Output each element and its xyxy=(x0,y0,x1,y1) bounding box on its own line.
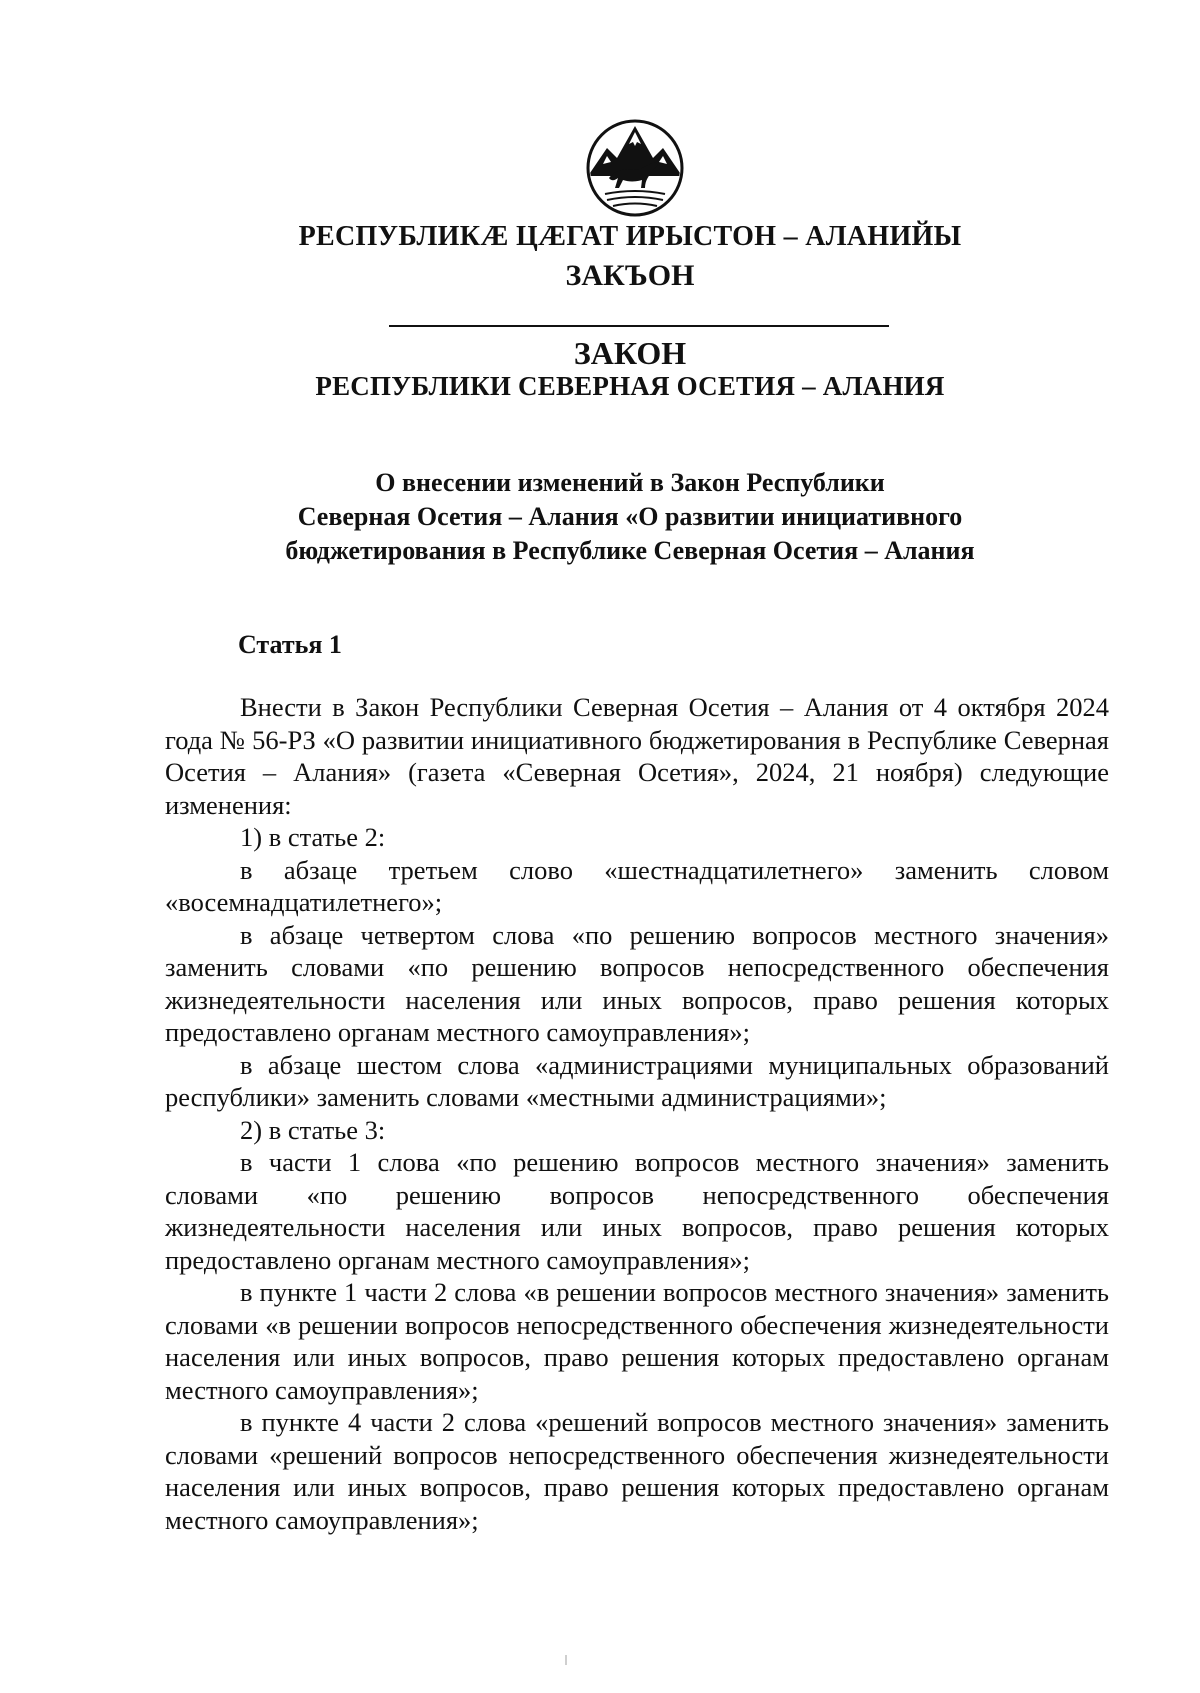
body-paragraph: в части 1 слова «по решению вопросов местного значения» заменить словами «по решению вопросов непосредственного обеспечения жизнедеятельности населения или иных вопросов, право решения которых предоставлено органам местного самоуправления»; xyxy=(165,1147,1109,1275)
ossetian-law-word: ЗАКЪОН xyxy=(565,259,695,292)
article-heading: Статья 1 xyxy=(238,630,342,659)
body-paragraph: в пункте 4 части 2 слова «решений вопросов местного значения» заменить словами «решений вопросов непосредственного обеспечения жизнедеятельности населения или иных вопросов, право решения которых предоставлено органам местного самоуправления»; xyxy=(165,1407,1109,1535)
body-paragraph: 2) в статье 3: xyxy=(240,1114,386,1145)
russian-law-word: ЗАКОН xyxy=(573,335,687,371)
law-title xyxy=(150,466,1110,568)
body-paragraph: в абзаце четвертом слова «по решению вопросов местного значения» заменить словами «по решению вопросов непосредственного обеспечения жизнедеятельности населения или иных вопросов, право решения которых предоставлено органам местного самоуправления»; xyxy=(165,919,1109,1047)
body-paragraph: Внести в Закон Республики Северная Осетия – Алания от 4 октября 2024 года № 56-РЗ «О развитии инициативного бюджетирования в Республике Северная Осетия – Алания» (газета «Северная Осетия», 2024, 21 ноября) следующие изменения: xyxy=(165,692,1109,820)
article-body xyxy=(165,691,1109,1536)
scan-mark xyxy=(565,1655,567,1665)
body-paragraph: 1) в статье 2: xyxy=(240,822,386,852)
body-paragraph: в пункте 1 части 2 слова «в решении вопросов местного значения» заменить словами «в решении вопросов непосредственного обеспечения жизнедеятельности населения или иных вопросов, право решения которых предоставлено органам местного самоуправления»; xyxy=(165,1277,1109,1405)
russian-republic-name: РЕСПУБЛИКИ СЕВЕРНАЯ ОСЕТИЯ – АЛАНИЯ xyxy=(315,371,945,401)
law-title-line: Северная Осетия – Алания «О развитии инициативного xyxy=(297,502,963,531)
body-paragraph: в абзаце третьем слово «шестнадцатилетнего» заменить словом «восемнадцатилетнего»; xyxy=(165,854,1109,917)
ossetian-republic-name: РЕСПУБЛИКӔ ЦӔГАТ ИРЫСТОН – АЛАНИЙЫ xyxy=(298,221,962,252)
law-title-line: бюджетирования в Республике Северная Осетия – Алания xyxy=(285,536,975,565)
body-paragraph: в абзаце шестом слова «администрациями муниципальных образований республики» заменить словами «местными администрациями»; xyxy=(165,1049,1109,1112)
law-title-line: О внесении изменений в Закон Республики xyxy=(375,468,885,497)
header-divider xyxy=(389,325,889,327)
coat-of-arms-icon xyxy=(585,118,685,218)
